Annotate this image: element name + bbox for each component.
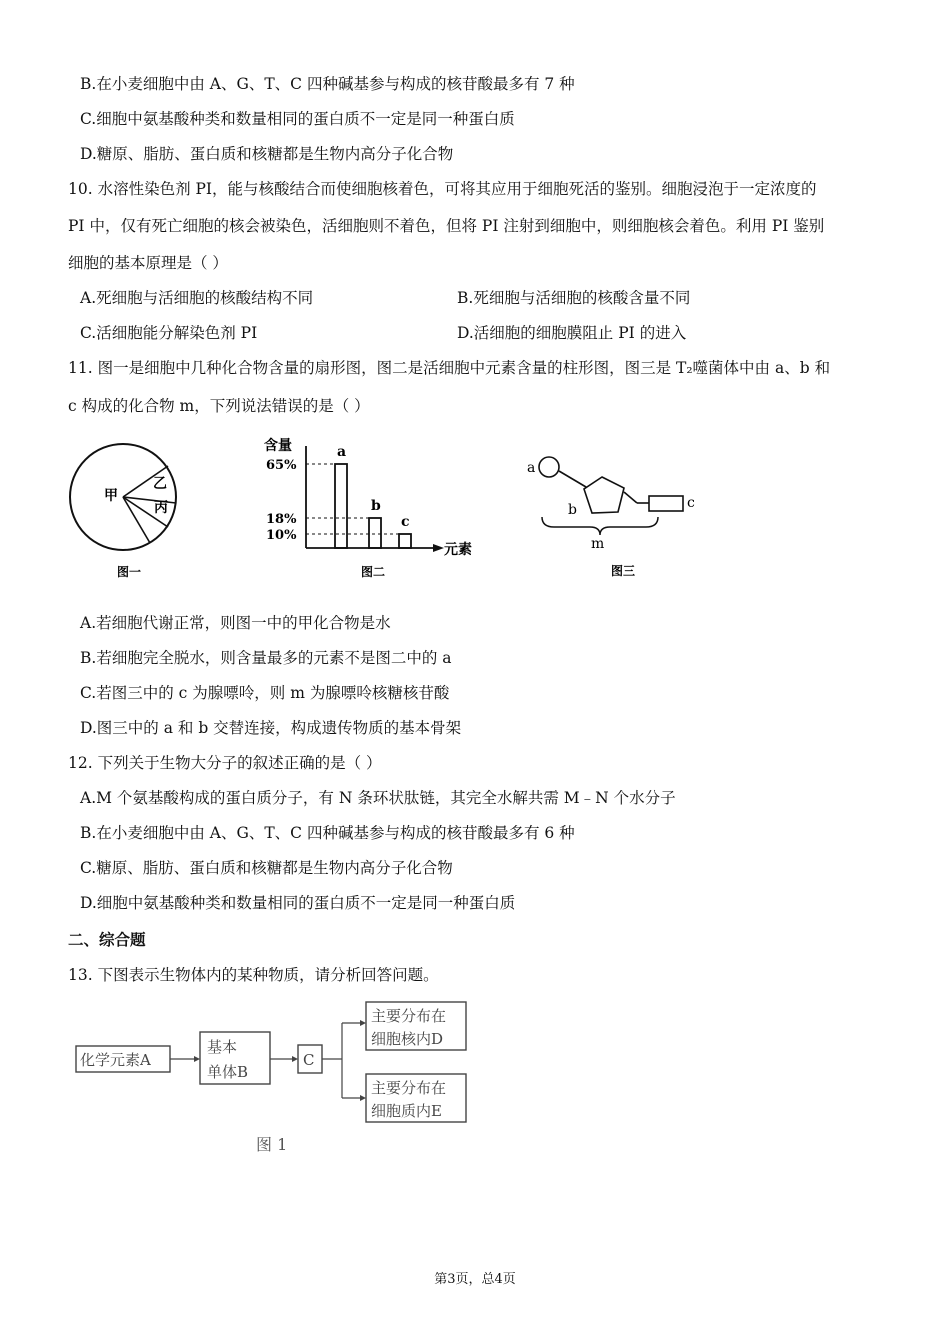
box-basic-unit-line1: 基本: [207, 1038, 238, 1056]
page-footer: 第3页，总4页: [434, 1272, 516, 1287]
fig2-bar: [335, 464, 347, 548]
box-cytoplasm-e-line1: 主要分布在: [371, 1079, 447, 1097]
fig2-bar: [399, 534, 411, 548]
q12-option-a: A.M 个氨基酸构成的蛋白质分子，有 N 条环状肽链，其完全水解共需 M﹣N 个水分子: [80, 789, 676, 807]
fig3-caption: 图三: [611, 564, 636, 578]
q11-option-a: A.若细胞代谢正常，则图一中的甲化合物是水: [80, 614, 391, 632]
q11-option-d: D.图三中的 a 和 b 交替连接，构成遗传物质的基本骨架: [80, 719, 462, 737]
fig2-tick-label: 10%: [266, 528, 297, 543]
q10-option-b: B.死细胞与活细胞的核酸含量不同: [457, 289, 691, 307]
q11-stem-line1: 11. 图一是细胞中几种化合物含量的扇形图，图二是活细胞中元素含量的柱形图，图三是 T₂噬菌体中由 a、b 和: [68, 359, 831, 377]
q10-option-a: A.死细胞与活细胞的核酸结构不同: [80, 289, 314, 307]
q9-option-b: B.在小麦细胞中由 A、G、T、C 四种碱基参与构成的核苷酸最多有 7 种: [80, 75, 575, 93]
q13-stem: 13. 下图表示生物体内的某种物质，请分析回答问题。: [68, 966, 439, 984]
box-c-text: C: [303, 1051, 315, 1069]
pentose-pentagon: [584, 477, 624, 513]
fig3-label-c: c: [687, 495, 695, 511]
arrow-1-head-icon: [194, 1056, 200, 1062]
q12-option-b: B.在小麦细胞中由 A、G、T、C 四种碱基参与构成的核苷酸最多有 6 种: [80, 824, 575, 842]
q9-option-c: C.细胞中氨基酸种类和数量相同的蛋白质不一定是同一种蛋白质: [80, 110, 515, 128]
fig2-xlabel: 元素: [444, 542, 472, 558]
arrow-down-head-icon: [360, 1095, 366, 1101]
q10-option-d: D.活细胞的细胞膜阻止 PI 的进入: [457, 324, 687, 342]
fig2-ylabel: 含量: [264, 438, 292, 454]
q13-flow-diagram: [70, 998, 480, 1163]
fig1-caption: 图一: [117, 565, 142, 579]
fig2-bar-label: b: [371, 498, 381, 514]
fig2-bar: [369, 518, 381, 548]
pie-label-yi: 乙: [153, 476, 167, 492]
fig3-label-a: a: [527, 460, 536, 476]
q11-option-b: B.若细胞完全脱水，则含量最多的元素不是图二中的 a: [80, 649, 452, 667]
fig3-brace: [542, 517, 658, 535]
figure-one-pie: [60, 440, 200, 585]
arrow-up-head-icon: [360, 1020, 366, 1026]
q11-option-c: C.若图三中的 c 为腺嘌呤，则 m 为腺嘌呤核糖核苷酸: [80, 684, 450, 702]
fig2-caption: 图二: [361, 565, 386, 579]
q12-stem: 12. 下列关于生物大分子的叙述正确的是（ ）: [68, 754, 382, 772]
fig3-label-b: b: [568, 502, 577, 518]
base-rectangle: [649, 496, 683, 511]
box-chemical-elements-text: 化学元素A: [80, 1051, 151, 1069]
box-basic-unit-line2: 单体B: [207, 1063, 249, 1081]
q10-option-c: C.活细胞能分解染色剂 PI: [80, 324, 258, 342]
q10-stem-line1: 10. 水溶性染色剂 PI，能与核酸结合而使细胞核着色，可将其应用于细胞死活的鉴别。细胞浸泡于一定浓度的: [68, 180, 817, 198]
q12-option-d: D.细胞中氨基酸种类和数量相同的蛋白质不一定是同一种蛋白质: [80, 894, 516, 912]
pie-label-bing: 丙: [154, 500, 168, 516]
fig2-tick-label: 18%: [266, 512, 297, 527]
q10-stem-line3: 细胞的基本原理是（ ）: [68, 254, 228, 272]
fig2-x-arrow-icon: [433, 544, 444, 552]
fig3-bond-1: [559, 471, 586, 487]
fig3-bond-2: [624, 492, 637, 503]
fig2-bar-label: a: [337, 444, 347, 460]
figure-three-nucleotide: [520, 445, 720, 585]
figure-two-bar-chart: [258, 432, 488, 582]
pie-divider-4: [123, 497, 150, 543]
arrow-2-head-icon: [292, 1056, 298, 1062]
box-nucleus-d-line2: 细胞核内D: [371, 1030, 444, 1048]
q13-figure-caption: 图 1: [256, 1135, 288, 1154]
box-cytoplasm-e-line2: 细胞质内E: [371, 1102, 442, 1120]
fig2-tick-label: 65%: [266, 458, 297, 473]
q11-stem-line2: c 构成的化合物 m，下列说法错误的是（ ）: [68, 397, 370, 415]
q9-option-d: D.糖原、脂肪、蛋白质和核糖都是生物内高分子化合物: [80, 145, 454, 163]
pie-label-jia: 甲: [104, 488, 118, 504]
q10-stem-line2: PI 中，仅有死亡细胞的核会被染色，活细胞则不着色，但将 PI 注射到细胞中，则细胞核会着色。利用 PI 鉴别: [68, 217, 825, 235]
fig3-label-m: m: [591, 536, 605, 552]
box-nucleus-d-line1: 主要分布在: [371, 1007, 447, 1025]
phosphate-circle: [539, 457, 559, 477]
fig2-bar-label: c: [401, 514, 410, 530]
q12-option-c: C.糖原、脂肪、蛋白质和核糖都是生物内高分子化合物: [80, 859, 453, 877]
section-two-title: 二、综合题: [68, 931, 146, 949]
